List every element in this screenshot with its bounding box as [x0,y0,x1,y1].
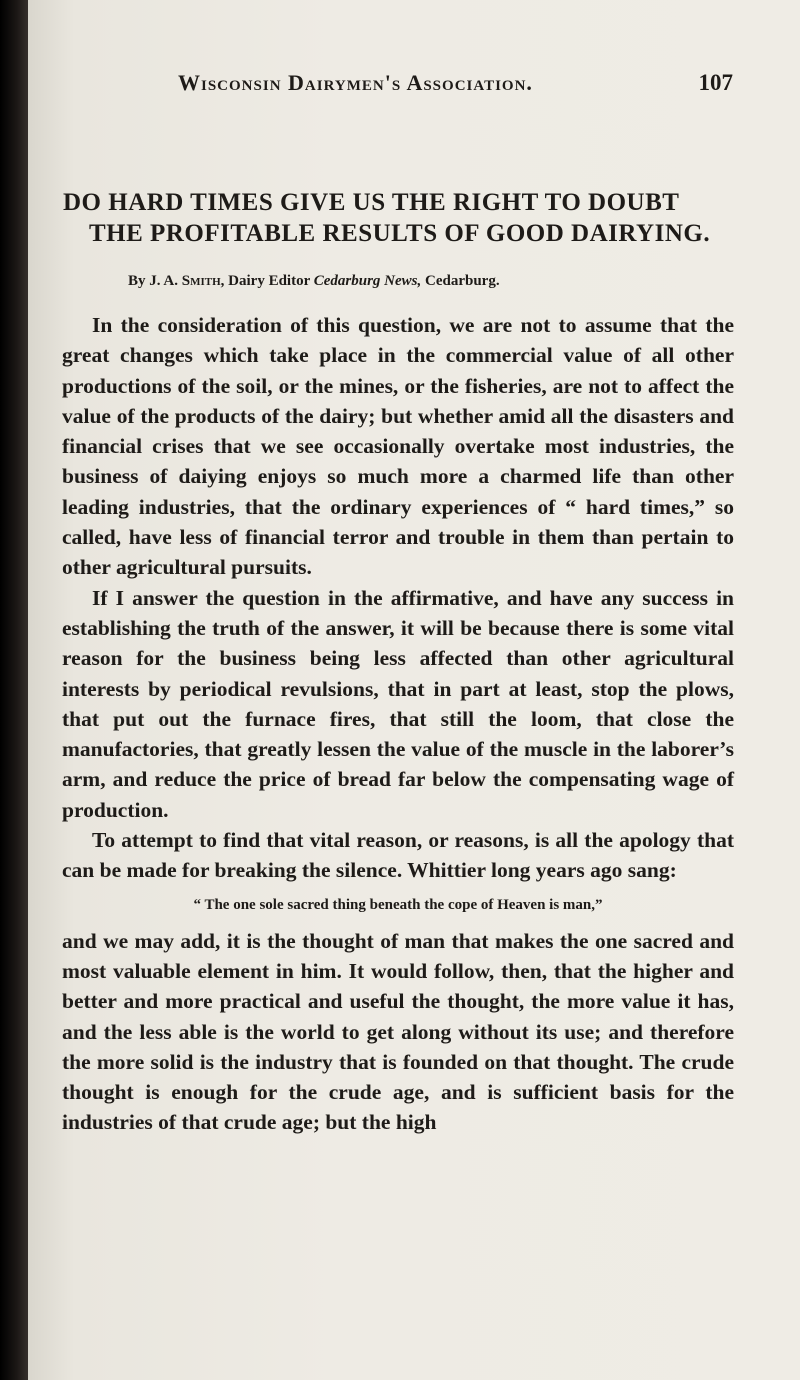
poetry-quote: “ The one sole sacred thing beneath the cope of Heaven is man,” [193,896,603,913]
paragraph-1: In the consideration of this question, we are not to assume that the great changes which take place in the commercial value of all other productions of the soil, or the mines, or the fisheries, are not to affect the value of the products of the dairy; but whether amid all the disasters and financial crises that we see occasionally overtake most industries, the business of daiying enjoys so much more a charmed life than other leading industries, that the ordinary experiences of “ hard times,” so called, have less of financial terror and trouble in them than pertain to other agricultural pursuits. [62,313,734,580]
article-body [62,310,734,1138]
byline-place: Cedarburg. [421,273,500,289]
byline [128,273,500,290]
article-title [63,187,743,249]
book-page [28,0,800,1380]
book-spine-shadow [0,0,30,1380]
article-title-line-2: THE PROFITABLE RESULTS OF GOOD DAIRYING. [89,220,711,247]
byline-author: Smith, [181,273,225,289]
byline-role: Dairy Editor [224,273,314,289]
page-header [178,70,733,104]
byline-publication: Cedarburg News, [313,273,422,289]
paragraph-2: If I answer the question in the affirmative, and have any success in establishing the truth of the answer, it will be because there is some vital reason for the business being less affected than other agricultural interests by periodical revulsions, that in part at least, stop the plows, that put out the furnace fires, that still the loom, that close the manufactories, that greatly lessen the value of the muscle in the laborer’s arm, and reduce the price of bread far below the compensating wage of production. [62,585,734,822]
byline-prefix: By J. A. [128,273,182,289]
article-title-line-1: DO HARD TIMES GIVE US THE RIGHT TO DOUBT [63,189,680,216]
page-number: 107 [698,70,733,95]
running-title: Wisconsin Dairymen's Association. [178,70,533,95]
paragraph-continuation: and we may add, it is the thought of man that makes the one sacred and most valuable element in him. It would follow, then, that the higher and better and more practical and useful the thought, the more value it has, and the less able is the world to get along without its use; and therefore the more solid is the industry that is founded on that thought. The crude thought is enough for the crude age, and is sufficient basis for the industries of that crude age; but the high [62,928,734,1135]
paragraph-3: To attempt to find that vital reason, or reasons, is all the apology that can be made for breaking the silence. Whittier long years ago sang: [62,828,734,883]
